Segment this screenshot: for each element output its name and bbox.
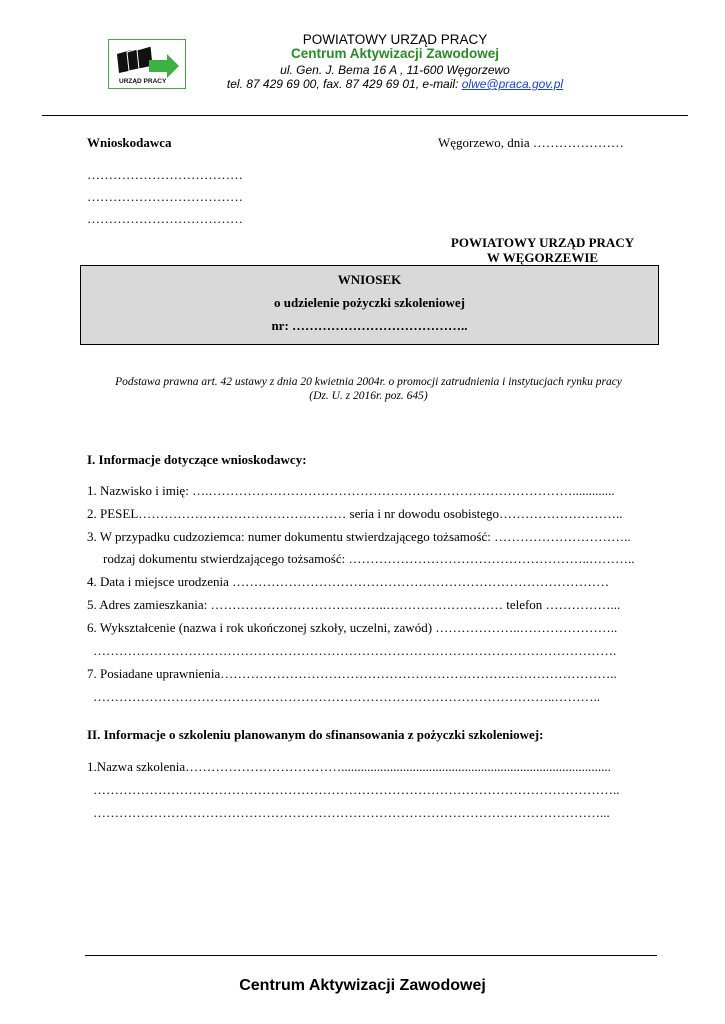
svg-text:URZĄD PRACY: URZĄD PRACY	[119, 78, 167, 85]
section-1-heading: I. Informacje dotyczące wnioskodawcy:	[87, 452, 307, 467]
header-email-link[interactable]: olwe@praca.gov.pl	[461, 77, 564, 91]
field-education-continued[interactable]: ………………………………………………………………………………………………………….	[93, 643, 617, 658]
section-2-heading: II. Informacje o szkoleniu planowanym do sfinansowania z pożyczki szkoleniowej:	[87, 727, 544, 742]
field-qualifications-continued[interactable]: ……………………………………………………………………………………………..………..	[93, 689, 600, 704]
application-number-field[interactable]: nr: …………………………………..	[271, 318, 468, 333]
addressee-line-1: POWIATOWY URZĄD PRACY	[450, 235, 635, 250]
applicant-line-3[interactable]: ………………………………	[87, 211, 243, 226]
header-office-name: POWIATOWY URZĄD PRACY	[302, 32, 488, 47]
addressee-line-2: W WĘGORZEWIE	[486, 250, 599, 265]
field-education[interactable]: 6. Wykształcenie (nazwa i rok ukończonej szkoły, uczelni, zawód) ………………..…………………..	[87, 620, 618, 635]
field-training-name-continued-2[interactable]: ………………………………………………………………………………………………………...	[93, 805, 610, 820]
legal-basis-line-2: (Dz. U. z 2016r. poz. 645)	[309, 390, 428, 402]
legal-basis-line-1: Podstawa prawna art. 42 ustawy z dnia 20 kwietnia 2004r. o promocji zatrudnienia i instytucjach rynku pracy	[115, 376, 622, 388]
office-logo	[108, 39, 186, 89]
header-contact	[200, 77, 590, 91]
field-foreigner-doc-number[interactable]: 3. W przypadku cudzoziemca: numer dokumentu stwierdzającego tożsamość: …………………………..	[87, 529, 631, 544]
footer-center-name: Centrum Aktywizacji Zawodowej	[239, 977, 486, 994]
application-title-box	[80, 265, 659, 345]
footer-divider	[85, 955, 657, 956]
field-training-name[interactable]: 1.Nazwa szkolenia………………………………...................................................................................	[87, 759, 611, 774]
header-address: ul. Gen. J. Bema 16 A , 11-600 Węgorzewo	[280, 63, 510, 77]
applicant-label: Wnioskodawca	[87, 135, 172, 150]
field-pesel[interactable]: 2. PESEL………………………………………… seria i nr dowodu osobistego………………………..	[87, 506, 623, 521]
header-divider	[42, 115, 688, 116]
field-training-name-continued-1[interactable]: …………………………………………………………………………………………………………..	[93, 782, 620, 797]
field-foreigner-doc-type[interactable]: rodzaj dokumentu stwierdzającego tożsamość: ………………………………………………..………..	[103, 551, 635, 566]
title-subject: o udzielenie pożyczki szkoleniowej	[273, 295, 465, 310]
title-wniosek: WNIOSEK	[337, 272, 402, 287]
header-center-name: Centrum Aktywizacji Zawodowej	[290, 46, 500, 61]
header-contact-text: tel. 87 429 69 00, fax. 87 429 69 01, e-mail:	[226, 77, 462, 91]
applicant-line-2[interactable]: ………………………………	[87, 189, 243, 204]
office-logo-icon	[109, 40, 185, 88]
applicant-line-1[interactable]: ………………………………	[87, 167, 243, 182]
field-birth[interactable]: 4. Data i miejsce urodzenia ……………………………………………………………………………	[87, 574, 610, 589]
field-qualifications[interactable]: 7. Posiadane uprawnienia………………………………………………………………………………..	[87, 666, 617, 681]
place-date-field[interactable]: Węgorzewo, dnia …………………	[438, 135, 624, 150]
field-name[interactable]: 1. Nazwisko i imię: ….………………………………………………………………………….............	[87, 483, 615, 498]
field-address[interactable]: 5. Adres zamieszkania: …………………………………..……………………… telefon ……………...	[87, 597, 621, 612]
